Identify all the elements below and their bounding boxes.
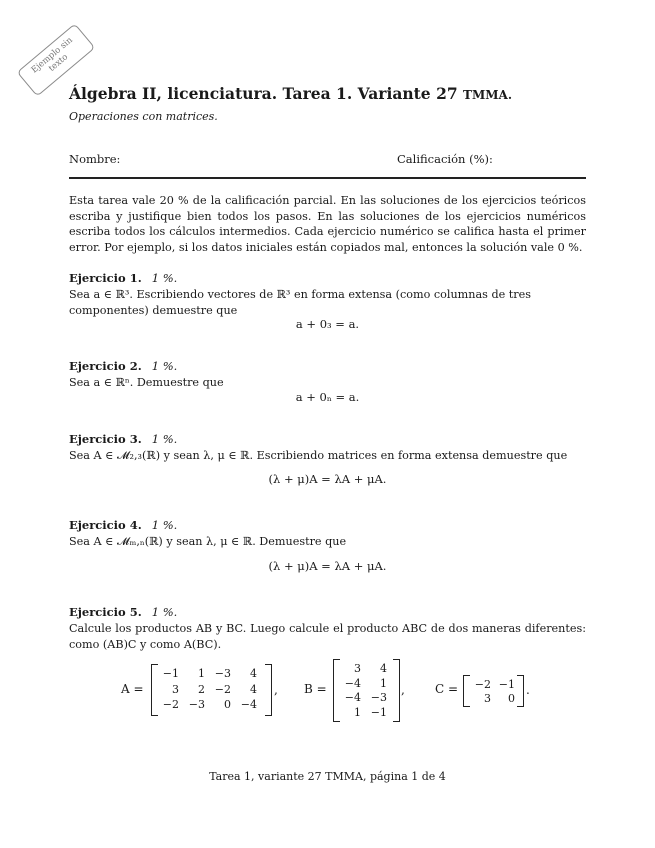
exercise-4-weight: 1 %. (151, 518, 178, 532)
page-footer: Tarea 1, variante 27 TMMA, página 1 de 4 (209, 770, 446, 783)
matrix-right-bracket (517, 675, 524, 707)
matrix-cell: −3 (214, 667, 231, 680)
exercise-2-formula: a + 0ₙ = a. (295, 390, 360, 404)
exercise-4-formula: (λ + μ)A = λA + μA. (268, 559, 387, 573)
matrix-right-bracket (393, 659, 400, 722)
matrix-cell: 3 (354, 662, 361, 675)
matrix-cell: −2 (162, 698, 179, 711)
exercise-2-title: Ejercicio 2. (69, 359, 142, 373)
matrix-cell: −1 (370, 705, 387, 719)
exercise-1-formula: a + 0₃ = a. (295, 317, 360, 331)
matrix-cell: −1 (162, 667, 179, 680)
matrix-a (151, 664, 271, 716)
grade-label: Calificación (%): (397, 152, 493, 166)
exercise-4-title: Ejercicio 4. (69, 518, 142, 532)
exercise-4-text: Sea A ∈ 𝓜ₘ,ₙ(ℝ) y sean λ, μ ∈ ℝ. Demuestre que (69, 535, 347, 548)
sample-stamp: Ejemplo sin texto (17, 23, 96, 96)
matrix-cell: −2 (474, 678, 491, 691)
matrix-b-label: B = (304, 682, 327, 696)
title-text: Álgebra II, licenciatura. Tarea 1. Variante 27 (69, 84, 458, 103)
matrix-cell: −2 (214, 682, 231, 696)
exercise-4-heading (69, 518, 177, 532)
matrix-cell: −3 (370, 691, 387, 704)
matrix-c-label: C = (435, 682, 459, 696)
exercise-5-heading (69, 605, 177, 619)
matrix-cell: 4 (250, 667, 257, 680)
header-divider (69, 177, 586, 179)
exercise-1-text: Sea a ∈ ℝ³. Escribiendo vectores de ℝ³ en forma extensa (como columnas de tres componentes) demuestre que (69, 288, 532, 317)
matrix-cell: 4 (380, 662, 387, 675)
exercise-3-title: Ejercicio 3. (69, 432, 142, 446)
exercise-5-text: Calcule los productos AB y BC. Luego calcule el producto ABC de dos maneras diferentes: como (AB)C y como A(BC). (69, 622, 586, 651)
matrix-a-comma: , (274, 683, 278, 697)
matrix-b-comma: , (401, 683, 405, 697)
exercise-3-weight: 1 %. (151, 432, 178, 446)
matrix-cell: 3 (172, 682, 179, 696)
matrix-cell: 4 (250, 682, 257, 696)
exercise-3-text: Sea A ∈ 𝓜₂,₃(ℝ) y sean λ, μ ∈ ℝ. Escribiendo matrices en forma extensa demuestre que (69, 449, 568, 462)
matrix-cell: −1 (498, 678, 515, 691)
exercise-2-text: Sea a ∈ ℝⁿ. Demuestre que (69, 376, 224, 389)
matrix-cell: 3 (484, 692, 491, 705)
matrix-cell: 1 (354, 705, 361, 719)
title-variant-code: TMMA. (463, 88, 513, 102)
matrix-cell: −3 (188, 698, 205, 711)
exercise-2-heading (69, 359, 177, 373)
matrix-c-period: . (526, 683, 530, 697)
exercise-1-title: Ejercicio 1. (69, 271, 142, 285)
matrix-cell: 1 (198, 667, 205, 680)
exercise-1-weight: 1 %. (151, 271, 178, 285)
matrix-cell: 0 (224, 698, 231, 711)
matrix-cell: 1 (380, 676, 387, 690)
matrix-cell: 0 (508, 692, 515, 705)
matrix-cell: −4 (240, 698, 257, 711)
matrix-cell: 2 (198, 682, 205, 696)
matrix-c (463, 675, 523, 707)
exercise-5-title: Ejercicio 5. (69, 605, 142, 619)
matrix-a-label: A = (121, 682, 144, 696)
page-subtitle: Operaciones con matrices. (69, 110, 218, 123)
exercise-1-heading (69, 271, 177, 285)
matrix-right-bracket (265, 664, 272, 716)
exercise-2-weight: 1 %. (151, 359, 178, 373)
intro-paragraph: Esta tarea vale 20 % de la calificación parcial. En las soluciones de los ejercicios teóricos escriba y justifique bien todos los pasos. En las soluciones de los ejercicios numéricos escriba todos los cálculos intermedios. Cada ejercicio numérico se califica hasta el primer error. Por ejemplo, si los datos iniciales están copiados mal, entonces la solución vale 0 %. (69, 194, 586, 254)
matrix-cell: −4 (344, 691, 361, 704)
exercise-5-weight: 1 %. (151, 605, 178, 619)
matrix-b (333, 659, 399, 722)
page-title (69, 84, 512, 103)
name-label: Nombre: (69, 152, 121, 166)
exercise-3-heading (69, 432, 177, 446)
exercise-3-formula: (λ + μ)A = λA + μA. (268, 472, 387, 486)
matrix-cell: −4 (344, 676, 361, 690)
